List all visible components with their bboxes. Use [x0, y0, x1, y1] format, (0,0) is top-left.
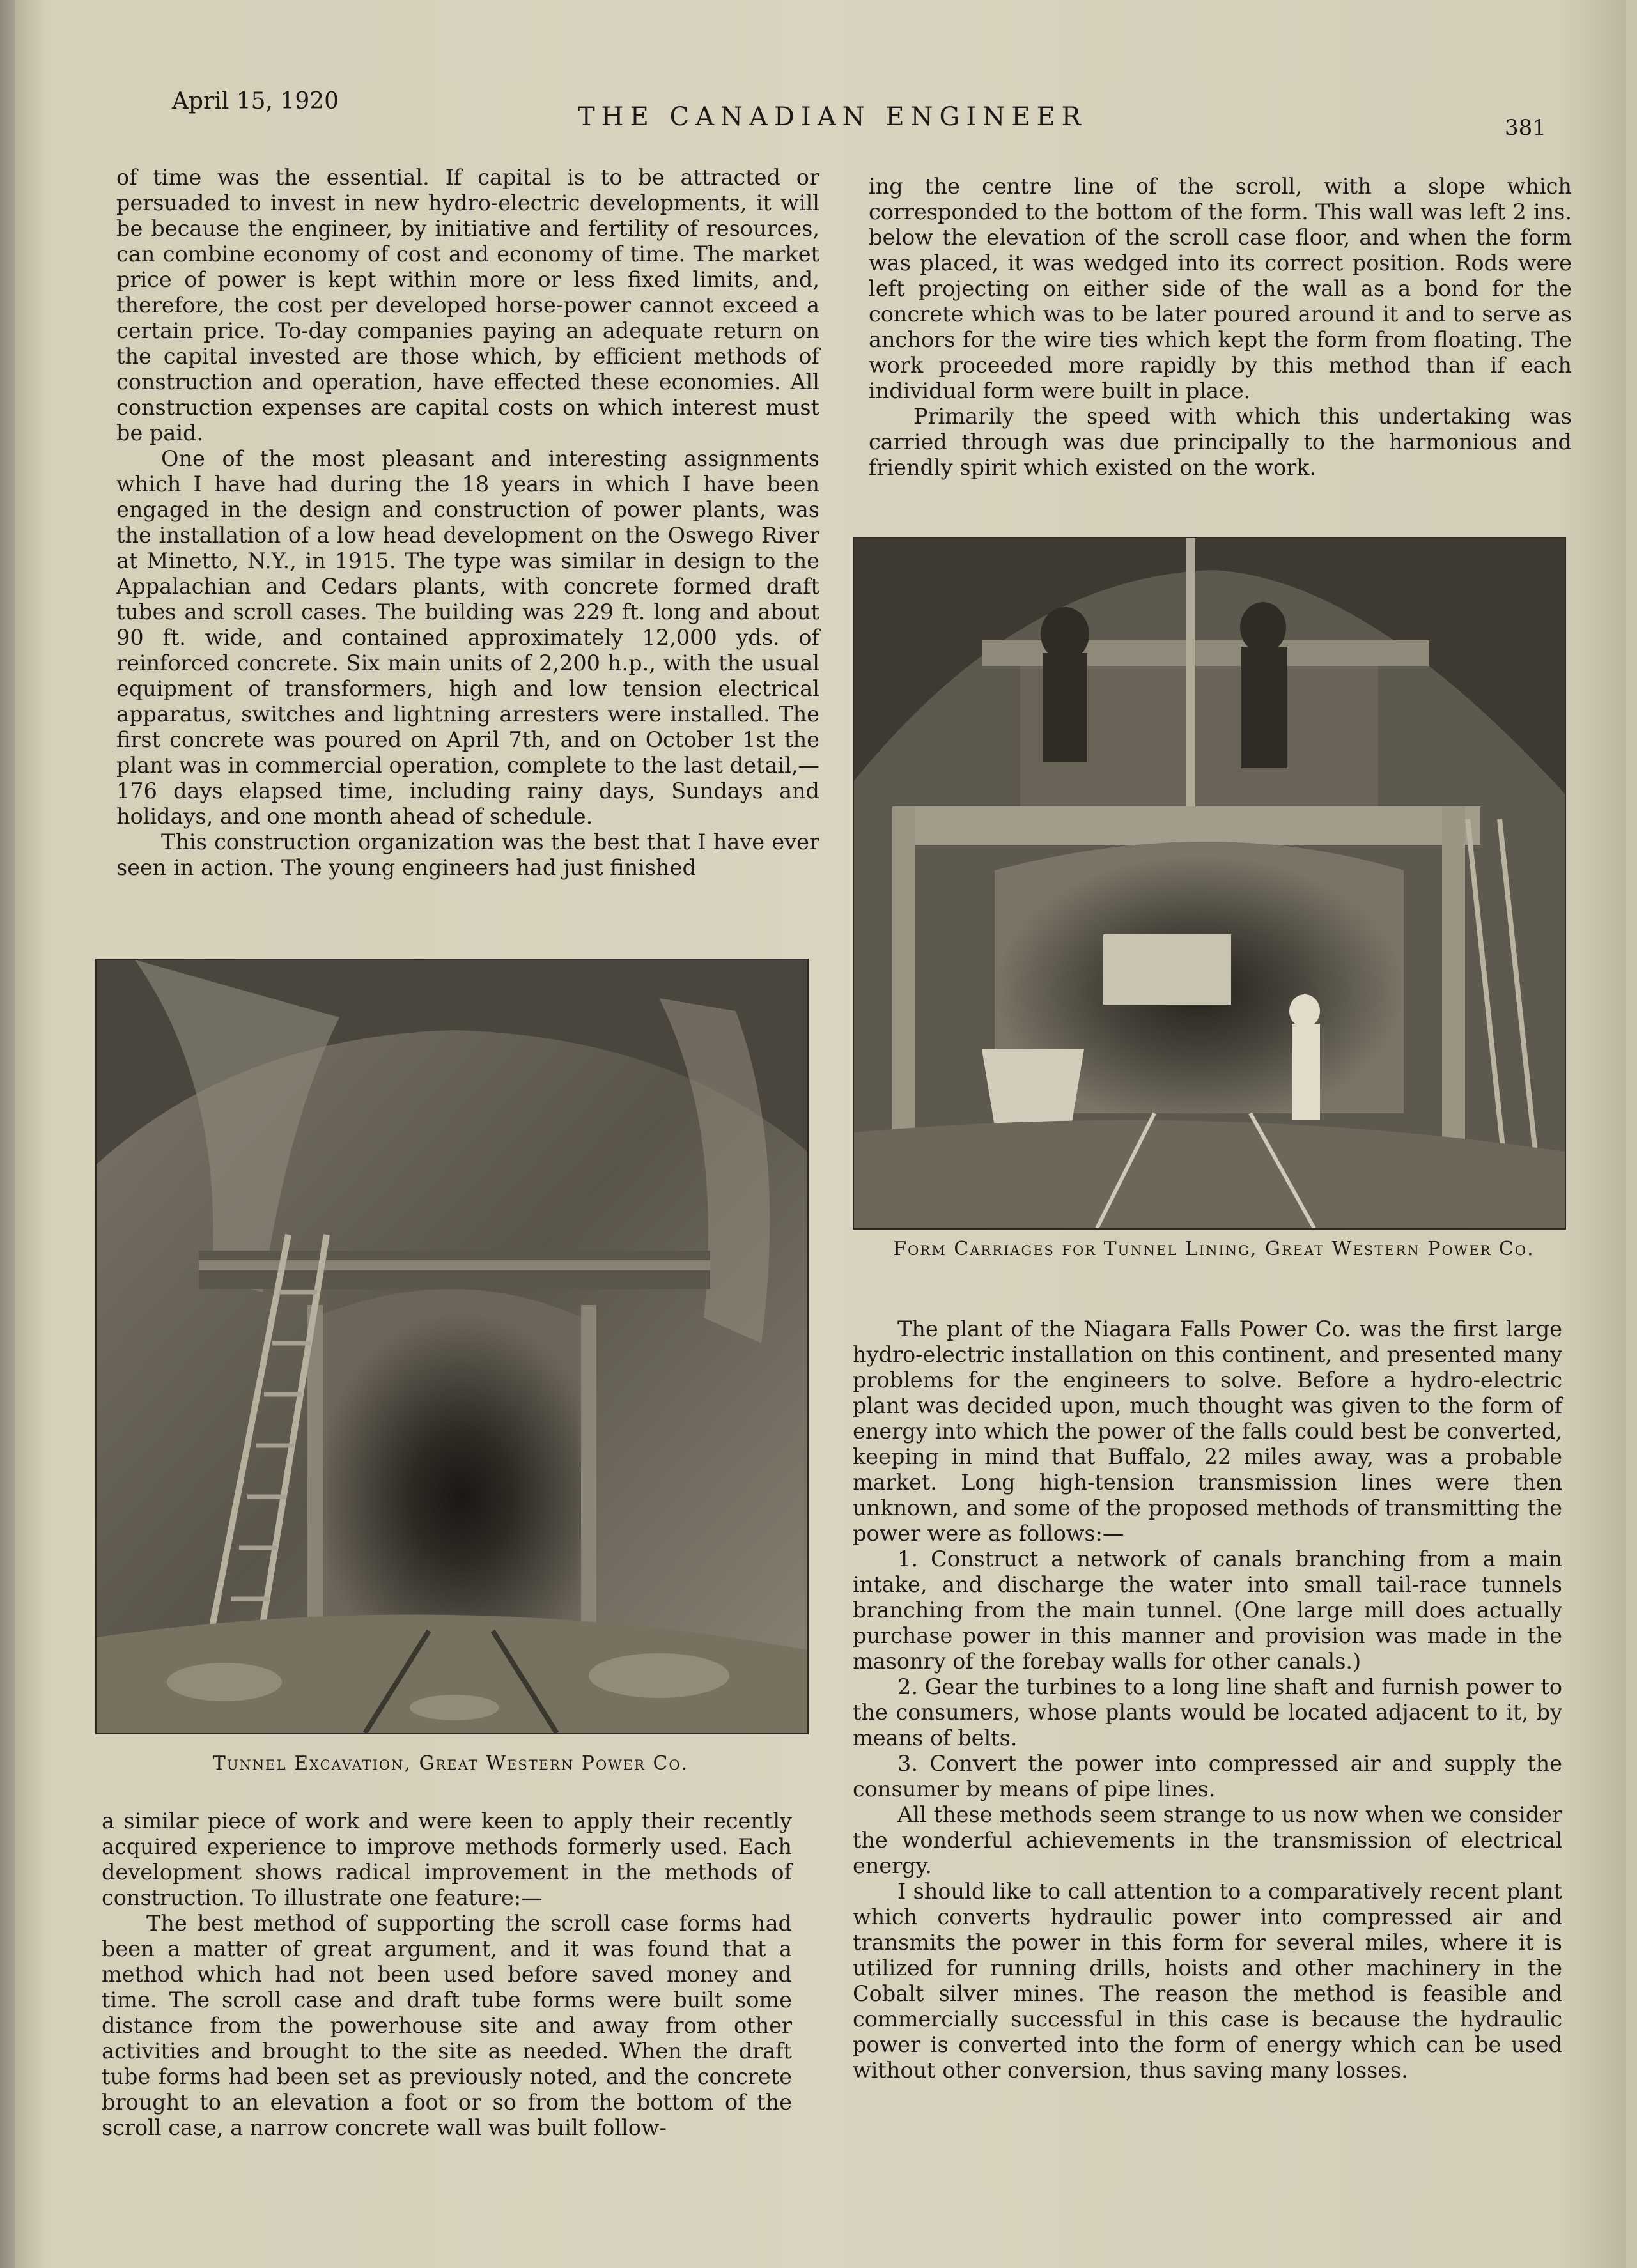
- left-column-top-text: [116, 165, 819, 881]
- magazine-page: [15, 0, 1626, 2268]
- tunnel-excavation-caption: Tunnel Excavation, Great Western Power Co.: [212, 1752, 689, 1775]
- paragraph: Primarily the speed with which this undertaking was carried through was due principally to the harmonious and friendly spirit which existed on the work.: [869, 404, 1572, 480]
- list-item: 2. Gear the turbines to a long line shaft and furnish power to the consumers, whose plants would be located adjacent to it, by means of belts.: [853, 1674, 1562, 1750]
- paragraph: ing the centre line of the scroll, with a slope which corresponded to the bottom of the form. This wall was left 2 ins. below the elevation of the scroll case floor, and when the form was placed, it was wedged into its correct position. Rods were left projecting on either side of the wall as a bond for the concrete which was to be later poured around it and to serve as anchors for the wire ties which kept the form from floating. The work proceeded more rapidly by this method than if each individual form were built in place.: [869, 174, 1572, 403]
- header-date: April 15, 1920: [172, 88, 339, 114]
- paragraph: The plant of the Niagara Falls Power Co. was the first large hydro-electric installation on this continent, and presented many problems for the engineers to solve. Before a hydro-electric plant was decided upon, much thought was given to the form of energy into which the power of the falls could best be converted, keeping in mind that Buffalo, 22 miles away, was a probable market. Long high-tension transmission lines were then unknown, and some of the proposed methods of transmitting the power were as follows:—: [853, 1316, 1562, 1546]
- paragraph: a similar piece of work and were keen to apply their recently acquired experience to improve methods formerly used. Each development shows radical improvement in the methods of construction. To illustrate one feature:—: [102, 1809, 792, 1910]
- right-column-bottom-text: [853, 1316, 1562, 2083]
- paragraph: All these methods seem strange to us now when we consider the wonderful achievements in the transmission of electrical energy.: [853, 1802, 1562, 1878]
- page-binding-edge: [0, 0, 15, 2268]
- paragraph: This construction organization was the best that I have ever seen in action. The young engineers had just finished: [116, 829, 819, 880]
- list-item: 3. Convert the power into compressed air and supply the consumer by means of pipe lines.: [853, 1751, 1562, 1801]
- journal-title: THE CANADIAN ENGINEER: [578, 102, 1087, 132]
- page-number: 381: [1505, 115, 1546, 141]
- form-carriages-photo: [853, 537, 1566, 1230]
- paragraph: of time was the essential. If capital is to be attracted or persuaded to invest in new hydro-electric developments, it will be because the engineer, by initiative and fertility of resources, can combine economy of cost and economy of time. The market price of power is kept within more or less fixed limits, and, therefore, the cost per developed horse-power cannot exceed a certain price. To-day companies paying an adequate return on the capital invested are those which, by efficient methods of construction and operation, have effected these economies. All construction expenses are capital costs on which interest must be paid.: [116, 165, 819, 445]
- form-carriages-caption: Form Carriages for Tunnel Lining, Great Western Power Co.: [893, 1238, 1535, 1260]
- right-column-top-text: [869, 174, 1572, 481]
- left-column-bottom-text: [102, 1809, 792, 2141]
- tunnel-excavation-photo: [95, 959, 809, 1734]
- paragraph: One of the most pleasant and interesting assignments which I have had during the 18 years in which I have been engaged in the design and construction of power plants, was the installation of a low head development on the Oswego River at Minetto, N.Y., in 1915. The type was similar in design to the Appalachian and Cedars plants, with concrete formed draft tubes and scroll cases. The building was 229 ft. long and about 90 ft. wide, and contained approximately 12,000 yds. of reinforced concrete. Six main units of 2,200 h.p., with the usual equipment of transformers, high and low tension electrical apparatus, switches and lightning arresters were installed. The first concrete was poured on April 7th, and on October 1st the plant was in commercial operation, complete to the last detail,—176 days elapsed time, including rainy days, Sundays and holidays, and one month ahead of schedule.: [116, 446, 819, 829]
- list-item: 1. Construct a network of canals branching from a main intake, and discharge the water into small tail-race tunnels branching from the main tunnel. (One large mill does actually purchase power in this manner and provision was made in the masonry of the forebay walls for other canals.): [853, 1547, 1562, 1674]
- paragraph: The best method of supporting the scroll case forms had been a matter of great argument, and it was found that a method which had not been used before saved money and time. The scroll case and draft tube forms were built some distance from the powerhouse site and away from other activities and brought to the site as needed. When the draft tube forms had been set as previously noted, and the concrete brought to an elevation a foot or so from the bottom of the scroll case, a narrow concrete wall was built follow-: [102, 1911, 792, 2140]
- paragraph: I should like to call attention to a comparatively recent plant which converts hydraulic power into compressed air and transmits the power in this form for several miles, where it is utilized for running drills, hoists and other machinery in the Cobalt silver mines. The reason the method is feasible and commercially successful in this case is because the hydraulic power is converted into the form of energy which can be used without other conversion, thus saving many losses.: [853, 1879, 1562, 2083]
